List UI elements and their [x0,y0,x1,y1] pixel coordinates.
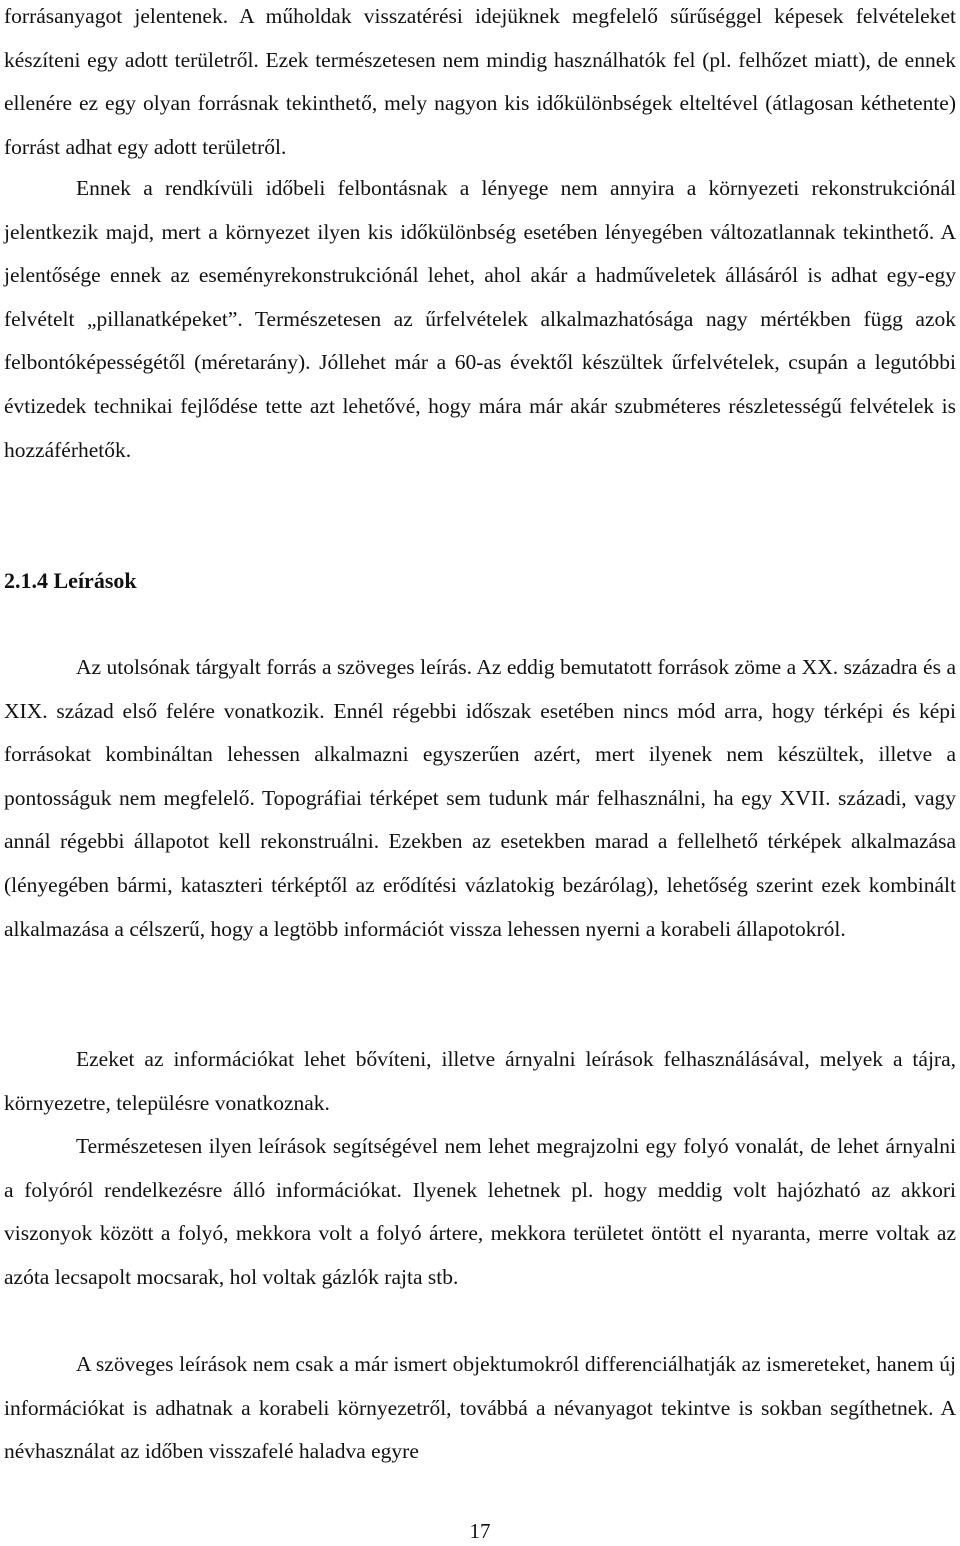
section-heading: 2.1.4 Leírások [4,568,137,593]
paragraph-river-details: Természetesen ilyen leírások segítségével nem lehet megrajzolni egy folyó vonalát, de lehet árnyalni a folyóról rendelkezésre álló információkat. Ilyenek lehetnek pl. hogy meddig volt hajózható az akkori viszonyok között a folyó, mekkora volt a folyó ártere, mekkora területet öntött el nyaranta, merre voltak az azóta lecsapolt mocsarak, hol voltak gázlók rajta stb. [4,1134,956,1289]
paragraph-text-descriptions: Az utolsónak tárgyalt forrás a szöveges leírás. Az eddig bemutatott források zöme a XX. századra és a XIX. század első felére vonatkozik. Ennél régebbi időszak esetében nincs mód arra, hogy térképi és képi forrásokat kombináltan lehessen alkalmazni egyszerűen azért, mert ilyenek nem készültek, illetve a pontosságuk nem megfelelő. Topográfiai térképet sem tudunk már felhasználni, ha egy XVII. századi, vagy annál régebbi állapotot kell rekonstruálni. Ezekben az esetekben marad a fellelhető térképek alkalmazása (lényegében bármi, kataszteri térképtől az erődítési vázlatokig bezárólag), lehetőség szerint ezek kombinált alkalmazása a célszerű, hogy a legtöbb információt vissza lehessen nyerni a korabeli állapotokról. [4,655,956,941]
paragraph-continuation: forrásanyagot jelentenek. A műholdak visszatérési idejüknek megfelelő sűrűséggel képesek felvételeket készíteni egy adott területről. Ezek természetesen nem mindig használhatók fel (pl. felhőzet miatt), de ennek ellenére ez egy olyan forrásnak tekinthető, mely nagyon kis időkülönbségek elteltével (átlagosan kéthetente) forrást adhat egy adott területről. [4,4,956,159]
paragraph-extend-information: Ezeket az információkat lehet bővíteni, illetve árnyalni leírások felhasználásával, melyek a tájra, környezetre, településre vonatkoznak. [4,1047,956,1115]
paragraph-new-information: A szöveges leírások nem csak a már ismert objektumokról differenciálhatják az ismereteket, hanem új információkat is adhatnak a korabeli környezetről, továbbá a névanyagot tekintve is sokban segíthetnek. A névhasználat az időben visszafelé haladva egyre [4,1352,956,1464]
paragraph-temporal-resolution: Ennek a rendkívüli időbeli felbontásnak a lényege nem annyira a környezeti rekonstrukciónál jelentkezik majd, mert a környezet ilyen kis időkülönbség esetében lényegében változatlannak tekinthető. A jelentősége ennek az eseményrekonstrukciónál lehet, ahol akár a hadműveletek állásáról is adhat egy-egy felvételt „pillanatképeket”. Természetesen az űrfelvételek alkalmazhatósága nagy mértékben függ azok felbontóképességétől (méretarány). Jóllehet már a 60-as évektől készültek űrfelvételek, csupán a legutóbbi évtizedek technikai fejlődése tette azt lehetővé, hogy mára már akár szubméteres részletességű felvételek is hozzáférhetők. [4,176,956,462]
page-number: 17 [469,1519,491,1543]
